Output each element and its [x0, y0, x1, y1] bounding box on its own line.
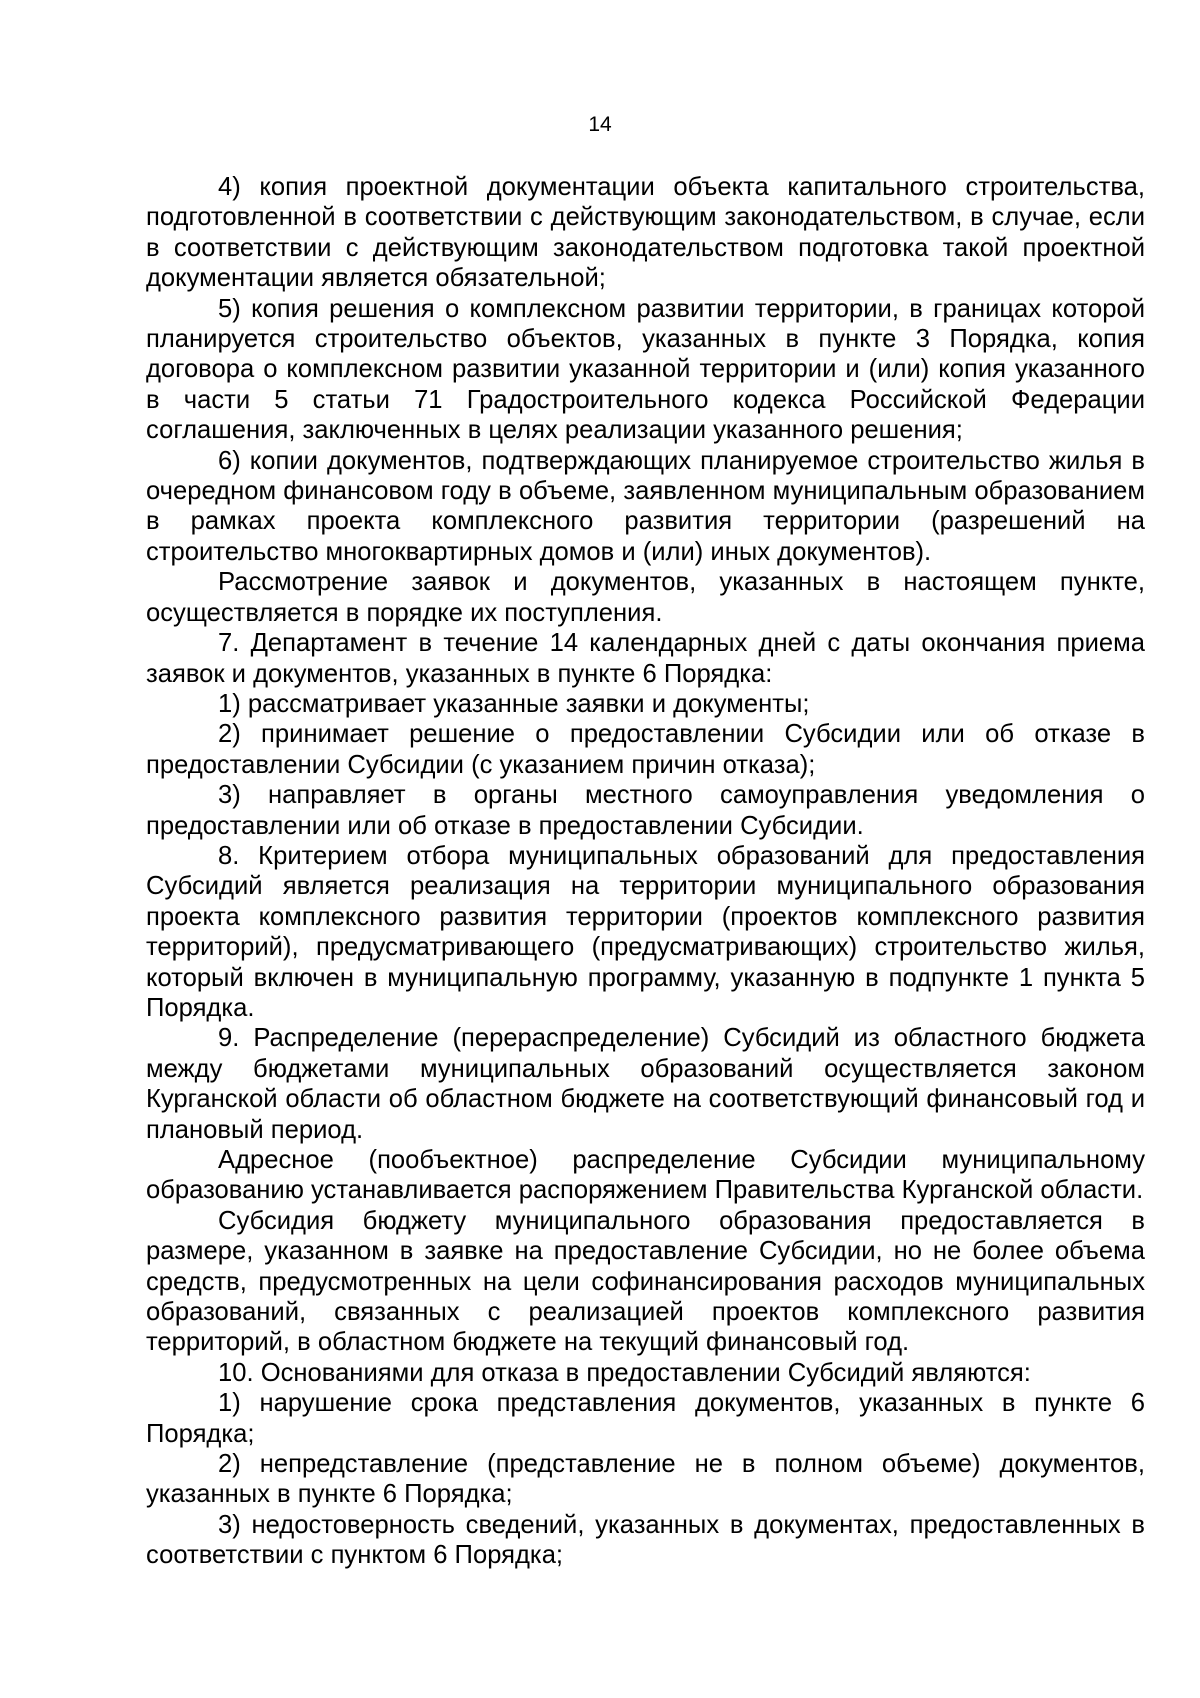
paragraph-clause-7-item-2: 2) принимает решение о предоставлении Субсидии или об отказе в предоставлении Субсидии (с указанием причин отказа); — [146, 720, 1145, 779]
paragraph-item-6-housing-construction-documents: 6) копии документов, подтверждающих планируемое строительство жилья в очередном финансовом году в объеме, заявленном муниципальным образованием в рамках проекта комплексного развития территории (разрешений на строительство многоквартирных домов и (или) иных документов). — [146, 446, 1145, 566]
paragraph-item-4-project-documentation: 4) копия проектной документации объекта капитального строительства, подготовленной в соответствии с действующим законодательством, в случае, если в соответствии с действующим законодательством подготовка такой проектной документации является обязательной; — [146, 173, 1145, 293]
paragraph-address-distribution: Адресное (пообъектное) распределение Субсидии муниципальному образованию устанавливается распоряжением Правительства Курганской области. — [146, 1146, 1145, 1205]
paragraph-clause-10-item-1: 1) нарушение срока представления документов, указанных в пункте 6 Порядка; — [146, 1389, 1145, 1448]
paragraph-clause-10-item-2: 2) непредставление (представление не в полном объеме) документов, указанных в пункте 6 Порядка; — [146, 1450, 1145, 1509]
paragraph-review-order: Рассмотрение заявок и документов, указанных в настоящем пункте, осуществляется в порядке их поступления. — [146, 568, 1145, 627]
paragraph-clause-7: 7. Департамент в течение 14 календарных дней с даты окончания приема заявок и документов, указанных в пункте 6 Порядка: — [146, 629, 1145, 688]
paragraph-clause-8: 8. Критерием отбора муниципальных образований для предоставления Субсидий является реализация на территории муниципального образования проекта комплексного развития территории (проектов комплексного развития территорий), предусматривающего (предусматривающих) строительство жилья, который включен в муниципальную программу, указанную в подпункте 1 пункта 5 Порядка. — [146, 841, 1145, 1022]
paragraph-clause-7-item-3: 3) направляет в органы местного самоуправления уведомления о предоставлении или об отказе в предоставлении Субсидии. — [146, 781, 1145, 840]
paragraph-item-5-territory-development-decision: 5) копия решения о комплексном развитии территории, в границах которой планируется строительство объектов, указанных в пункте 3 Порядка, копия договора о комплексном развитии указанной территории и (или) копия указанного в части 5 статьи 71 Градостроительного кодекса Российской Федерации соглашения, заключенных в целях реализации указанного решения; — [146, 294, 1145, 445]
page-number: 14 — [588, 113, 612, 136]
paragraph-clause-10-item-3: 3) недостоверность сведений, указанных в документах, предоставленных в соответствии с пунктом 6 Порядка; — [146, 1510, 1145, 1570]
paragraph-clause-10: 10. Основаниями для отказа в предоставлении Субсидий являются: — [218, 1358, 1031, 1387]
paragraph-subsidy-amount: Субсидия бюджету муниципального образования предоставляется в размере, указанном в заявке на предоставление Субсидии, но не более объема средств, предусмотренных на цели софинансирования расходов муниципальных образований, связанных с реализацией проектов комплексного развития территорий, в областном бюджете на текущий финансовый год. — [146, 1206, 1145, 1357]
paragraph-clause-7-item-1: 1) рассматривает указанные заявки и документы; — [218, 689, 810, 718]
document-body — [146, 172, 1145, 1571]
paragraph-clause-9: 9. Распределение (перераспределение) Субсидий из областного бюджета между бюджетами муниципальных образований осуществляется законом Курганской области об областном бюджете на соответствующий финансовый год и плановый период. — [146, 1024, 1145, 1144]
